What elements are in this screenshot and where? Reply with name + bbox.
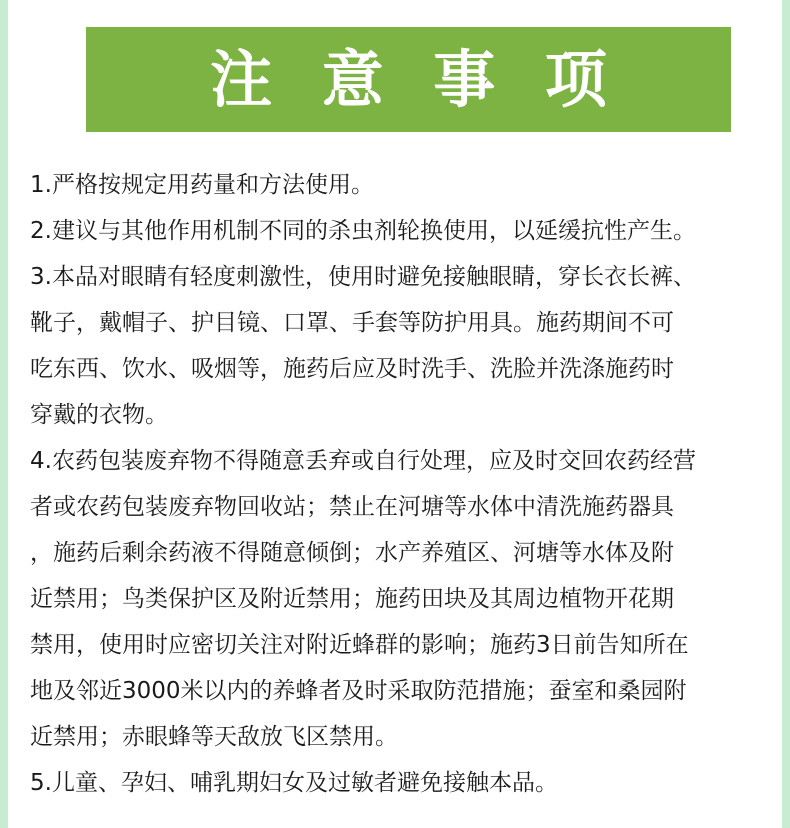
left-border-decoration [0, 0, 8, 828]
page-title: 注 意 事 项 [210, 42, 621, 116]
text-line: 2.建议与其他作用机制不同的杀虫剂轮换使用，以延缓抗性产生。 [30, 218, 696, 244]
text-line: 近禁用；鸟类保护区及附近禁用；施药田块及其周边植物开花期 [30, 586, 674, 612]
text-line: 3.本品对眼睛有轻度刺激性，使用时避免接触眼睛，穿长衣长裤、 [30, 264, 696, 290]
text-line: 4.农药包装废弃物不得随意丢弃或自行处理，应及时交回农药经营 [30, 448, 696, 474]
text-line: 1.严格按规定用药量和方法使用。 [30, 172, 374, 198]
text-line: 靴子，戴帽子、护目镜、口罩、手套等防护用具。施药期间不可 [30, 310, 674, 336]
text-line: ，施药后剩余药液不得随意倾倒；水产养殖区、河塘等水体及附 [30, 540, 674, 566]
right-border-decoration [782, 0, 790, 828]
text-line: 吃东西、饮水、吸烟等，施药后应及时洗手、洗脸并洗涤施药时 [30, 356, 674, 382]
text-line: 近禁用；赤眼蜂等天敌放飞区禁用。 [30, 724, 398, 750]
title-banner [86, 27, 731, 132]
text-line: 穿戴的衣物。 [30, 402, 168, 428]
precautions-text [30, 162, 775, 806]
text-line: 地及邻近3000米以内的养蜂者及时采取防范措施；蚕室和桑园附 [30, 678, 687, 704]
text-line: 禁用，使用时应密切关注对附近蜂群的影响；施药3日前告知所在 [30, 632, 689, 658]
text-line: 者或农药包装废弃物回收站；禁止在河塘等水体中清洗施药器具 [30, 494, 674, 520]
text-line: 5.儿童、孕妇、哺乳期妇女及过敏者避免接触本品。 [30, 770, 558, 796]
